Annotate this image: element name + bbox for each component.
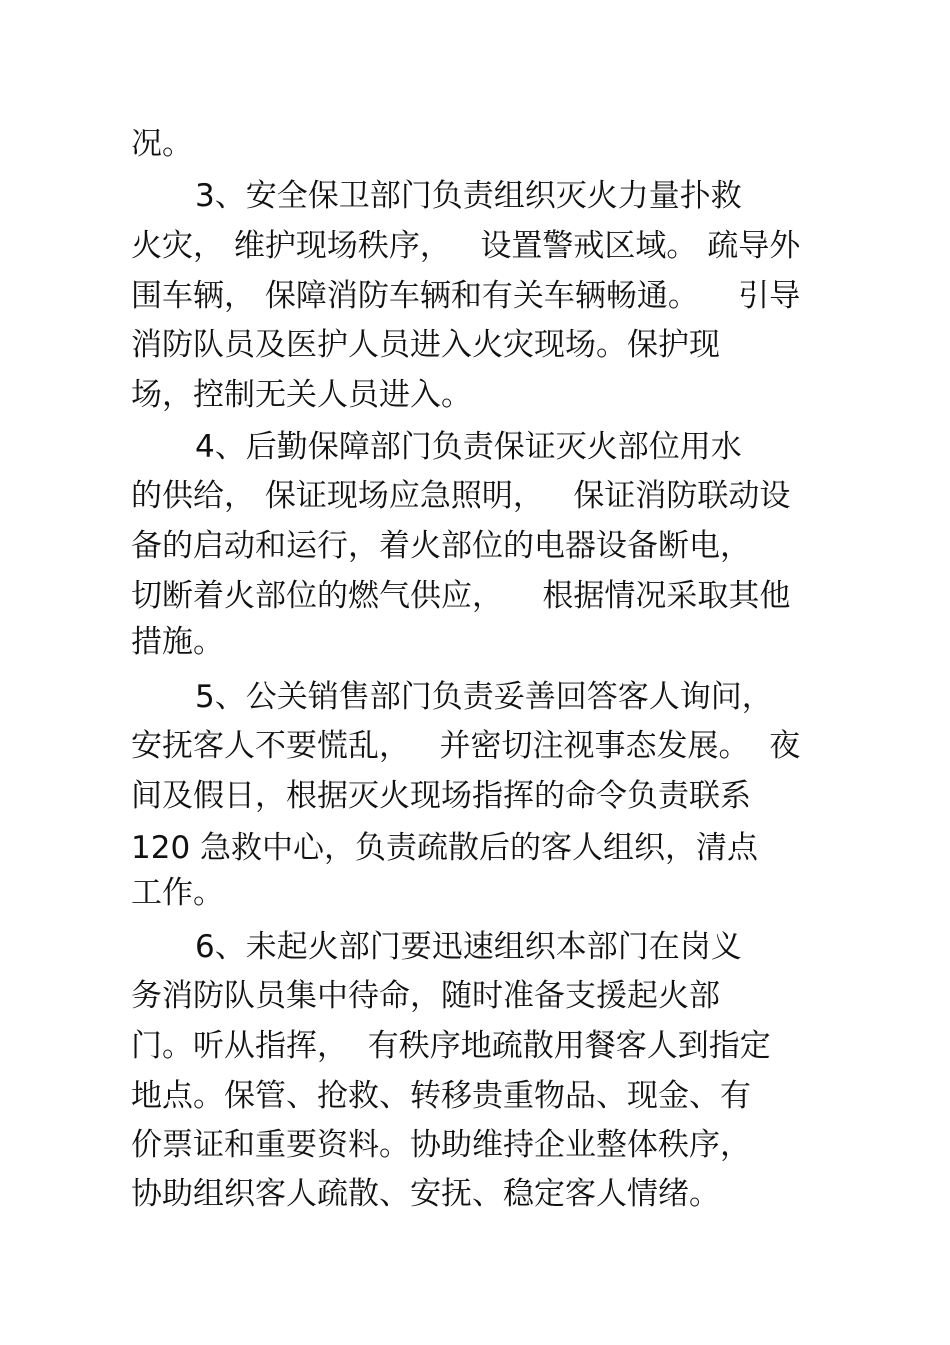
text-line: 场，控制无关人员进入。 [131,377,472,413]
text-line: 地点。保管、抢救、转移贵重物品、现金、有 [131,1078,751,1114]
text-line: 措施。 [131,624,224,660]
text-line: 备的启动和运行，着火部位的电器设备断电， [131,528,751,564]
text-line: 况。 [131,126,193,162]
text-line: 切断着火部位的燃气供应， 根据情况采取其他 [131,578,791,614]
paragraph-5-first-line: 5、公关销售部门负责妥善回答客人询问， [195,679,773,715]
text-line: 火灾， 维护现场秩序， 设置警戒区域。 疏导外 [131,228,801,264]
paragraph-3-first-line: 3、安全保卫部门负责组织灭火力量扑救 [195,178,742,214]
text-line: 工作。 [131,875,224,911]
text-line: 务消防队员集中待命，随时准备支援起火部 [131,978,720,1014]
text-line: 围车辆， 保障消防车辆和有关车辆畅通。 引导 [131,278,801,314]
paragraph-6-first-line: 6、未起火部门要迅速组织本部门在岗义 [195,929,742,965]
text-line: 消防队员及医护人员进入火灾现场。保护现 [131,327,720,363]
text-line: 120 急救中心，负责疏散后的客人组织，清点 [131,830,759,866]
text-line: 门。听从指挥， 有秩序地疏散用餐客人到指定 [131,1028,771,1064]
text-line: 安抚客人不要慌乱， 并密切注视事态发展。 夜 [131,728,801,764]
paragraph-4-first-line: 4、后勤保障部门负责保证灭火部位用水 [195,429,742,465]
text-line: 价票证和重要资料。协助维持企业整体秩序， [131,1127,751,1163]
text-line: 协助组织客人疏散、安抚、稳定客人情绪。 [131,1176,720,1212]
text-line: 间及假日，根据灭火现场指挥的命令负责联系 [131,778,751,814]
text-line: 的供给， 保证现场应急照明， 保证消防联动设 [131,478,791,514]
